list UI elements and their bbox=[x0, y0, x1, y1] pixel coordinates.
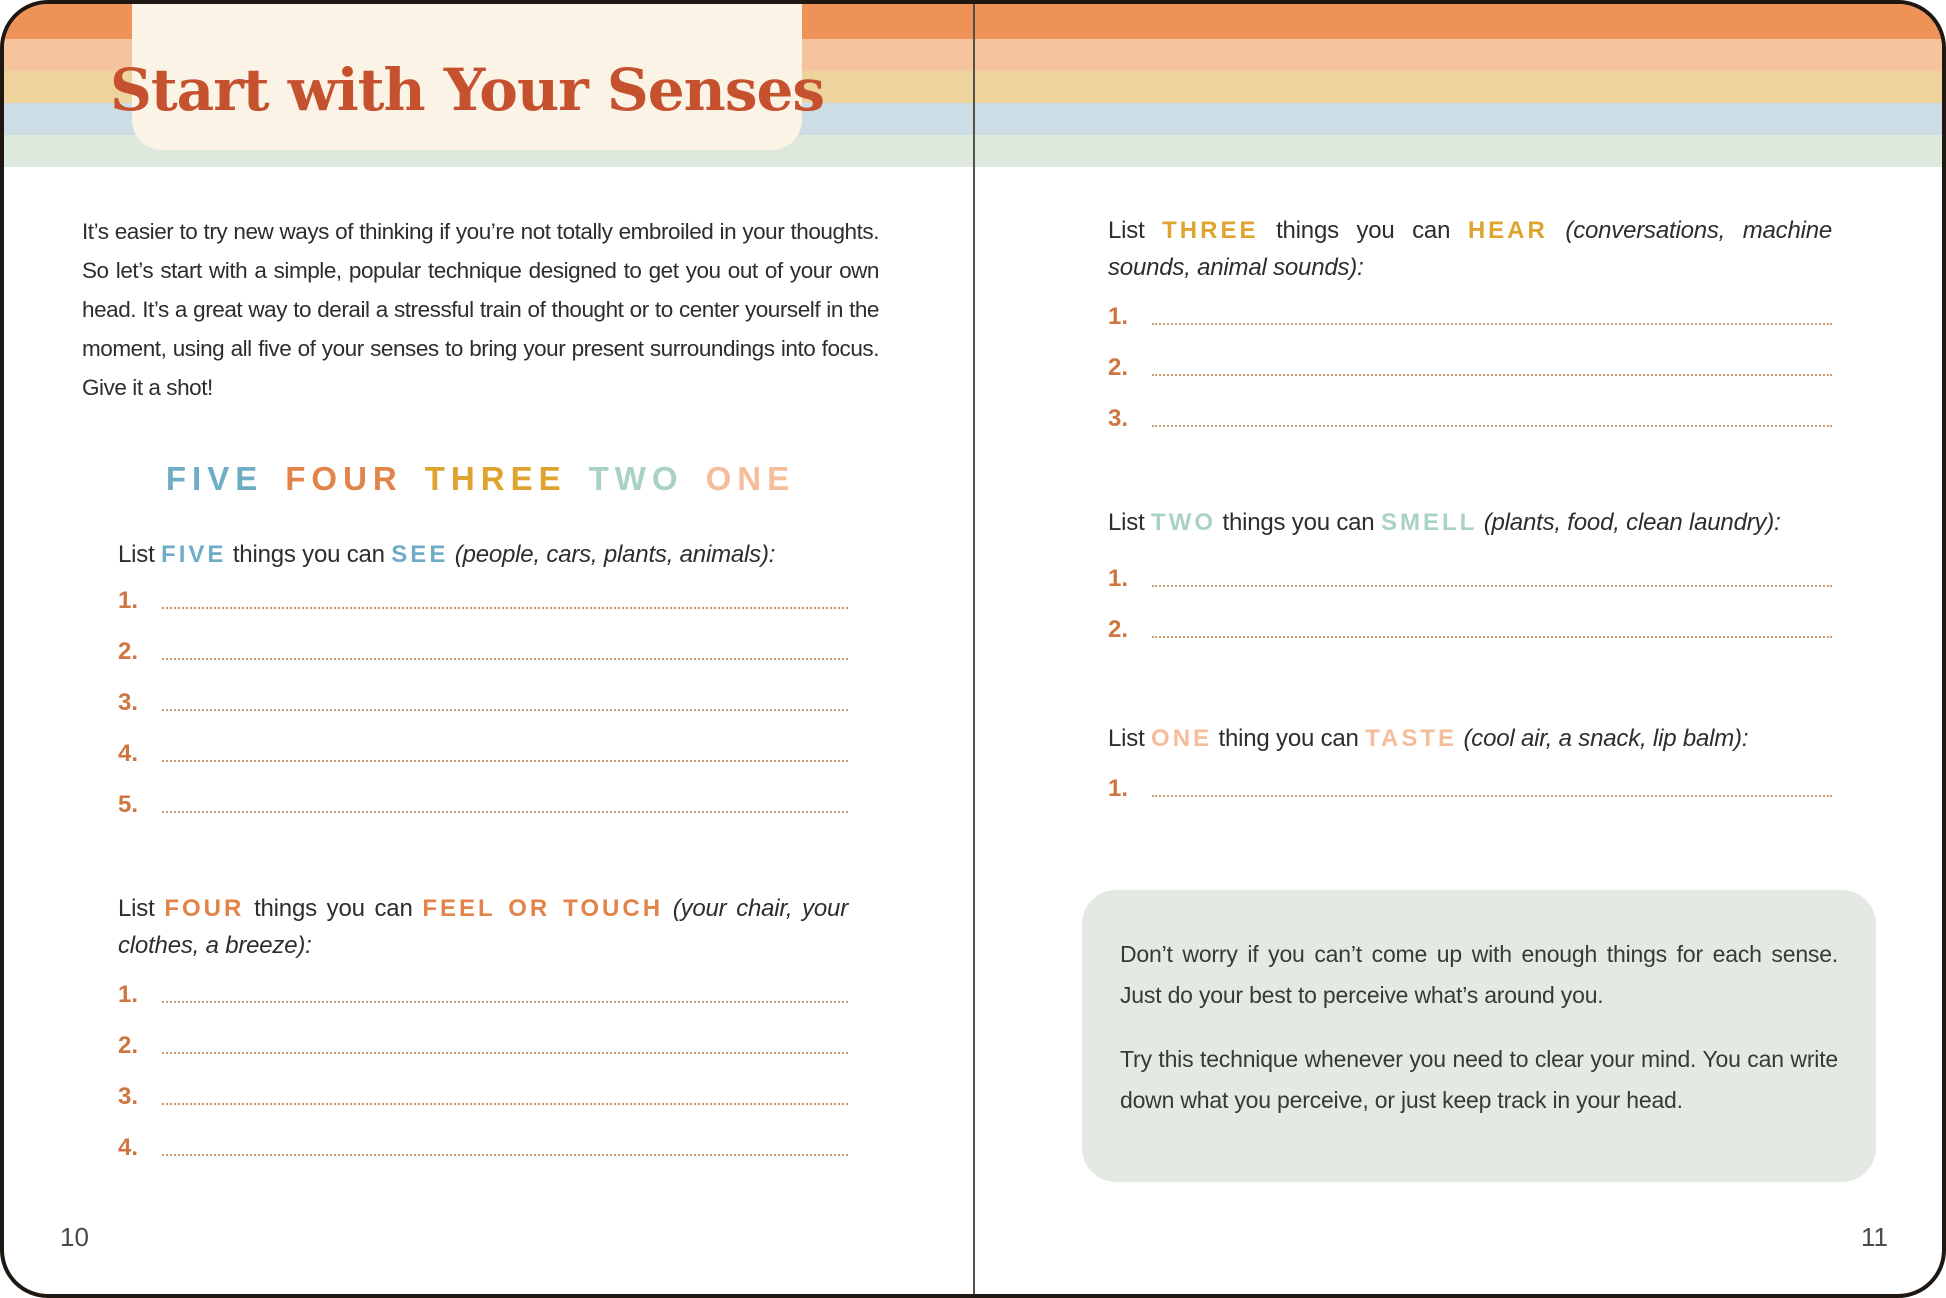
intro-paragraph: It’s easier to try new ways of thinking if you’re not totally embroiled in your thoughts. So let’s start with a simple, popular technique designed to get you out of your own head. It’s a great way to derail a stressful train of thought or to center yourself in the moment, using all five of your senses to bring your present surroundings into focus. Give it a shot! bbox=[82, 219, 879, 400]
line-number: 2. bbox=[118, 638, 139, 665]
feel-write-lines bbox=[118, 962, 848, 1166]
page-number-right: 11 bbox=[1861, 1222, 1888, 1252]
write-row bbox=[118, 670, 848, 721]
write-line[interactable] bbox=[1152, 323, 1832, 325]
title-card bbox=[109, 4, 825, 150]
line-number: 1. bbox=[118, 981, 139, 1008]
section-label-taste: List ONE thing you can TASTE (cool air, a snack, lip balm): bbox=[1108, 725, 1749, 752]
countdown-word-one: ONE bbox=[705, 460, 796, 497]
write-line[interactable] bbox=[1152, 374, 1832, 376]
write-row bbox=[118, 619, 848, 670]
write-line[interactable] bbox=[1152, 425, 1832, 427]
countdown-word-three: THREE bbox=[424, 460, 567, 497]
section-label-feel: List FOUR things you can FEEL OR TOUCH (your chair, your clothes, a breeze): bbox=[118, 895, 849, 959]
write-line[interactable] bbox=[162, 709, 848, 711]
line-number: 3. bbox=[1108, 405, 1129, 432]
line-number: 2. bbox=[118, 1032, 139, 1059]
page-number-left: 10 bbox=[60, 1222, 89, 1252]
tip-note-box bbox=[1082, 890, 1876, 1182]
line-number: 1. bbox=[1108, 565, 1129, 592]
write-line[interactable] bbox=[162, 760, 848, 762]
write-line[interactable] bbox=[162, 811, 848, 813]
line-number: 3. bbox=[118, 689, 139, 716]
write-line[interactable] bbox=[162, 1052, 848, 1054]
write-row bbox=[118, 772, 848, 823]
countdown-heading bbox=[82, 460, 879, 498]
line-number: 4. bbox=[118, 1134, 139, 1161]
line-number: 1. bbox=[118, 587, 139, 614]
countdown-word-five: FIVE bbox=[165, 460, 264, 497]
see-write-lines bbox=[118, 568, 848, 823]
hear-write-lines bbox=[1108, 284, 1832, 437]
line-number: 4. bbox=[118, 740, 139, 767]
write-row bbox=[1108, 756, 1832, 807]
write-line[interactable] bbox=[1152, 795, 1832, 797]
countdown-word-four: FOUR bbox=[285, 460, 403, 497]
smell-write-lines bbox=[1108, 546, 1832, 648]
write-line[interactable] bbox=[162, 1154, 848, 1156]
write-row bbox=[1108, 284, 1832, 335]
write-row bbox=[1108, 335, 1832, 386]
line-number: 3. bbox=[118, 1083, 139, 1110]
write-row bbox=[1108, 386, 1832, 437]
write-row bbox=[1108, 546, 1832, 597]
write-row bbox=[118, 962, 848, 1013]
section-label-see: List FIVE things you can SEE (people, cars, plants, animals): bbox=[118, 541, 776, 568]
page-title: Start with Your Senses bbox=[109, 56, 825, 124]
section-label-hear: List THREE things you can HEAR (conversations, machine sounds, animal sounds): bbox=[1108, 217, 1833, 281]
write-row bbox=[118, 721, 848, 772]
write-line[interactable] bbox=[162, 658, 848, 660]
write-line[interactable] bbox=[162, 1001, 848, 1003]
write-line[interactable] bbox=[1152, 585, 1832, 587]
write-row bbox=[118, 568, 848, 619]
countdown-word-two: TWO bbox=[588, 460, 684, 497]
note-paragraph-2: Try this technique whenever you need to clear your mind. You can write down what you perceive, or just keep track in your head. bbox=[1120, 1046, 1838, 1113]
write-row bbox=[118, 1115, 848, 1166]
line-number: 1. bbox=[1108, 775, 1129, 802]
line-number: 2. bbox=[1108, 354, 1129, 381]
write-row bbox=[1108, 597, 1832, 648]
note-paragraph-1: Don’t worry if you can’t come up with enough things for each sense. Just do your best to perceive what’s around you. bbox=[1120, 941, 1838, 1008]
write-line[interactable] bbox=[1152, 636, 1832, 638]
taste-write-lines bbox=[1108, 756, 1832, 807]
line-number: 5. bbox=[118, 791, 139, 818]
line-number: 2. bbox=[1108, 616, 1129, 643]
write-row bbox=[118, 1013, 848, 1064]
page-gutter-divider bbox=[973, 4, 975, 1294]
write-row bbox=[118, 1064, 848, 1115]
write-line[interactable] bbox=[162, 1103, 848, 1105]
section-label-smell: List TWO things you can SMELL (plants, food, clean laundry): bbox=[1108, 509, 1781, 536]
write-line[interactable] bbox=[162, 607, 848, 609]
line-number: 1. bbox=[1108, 303, 1129, 330]
